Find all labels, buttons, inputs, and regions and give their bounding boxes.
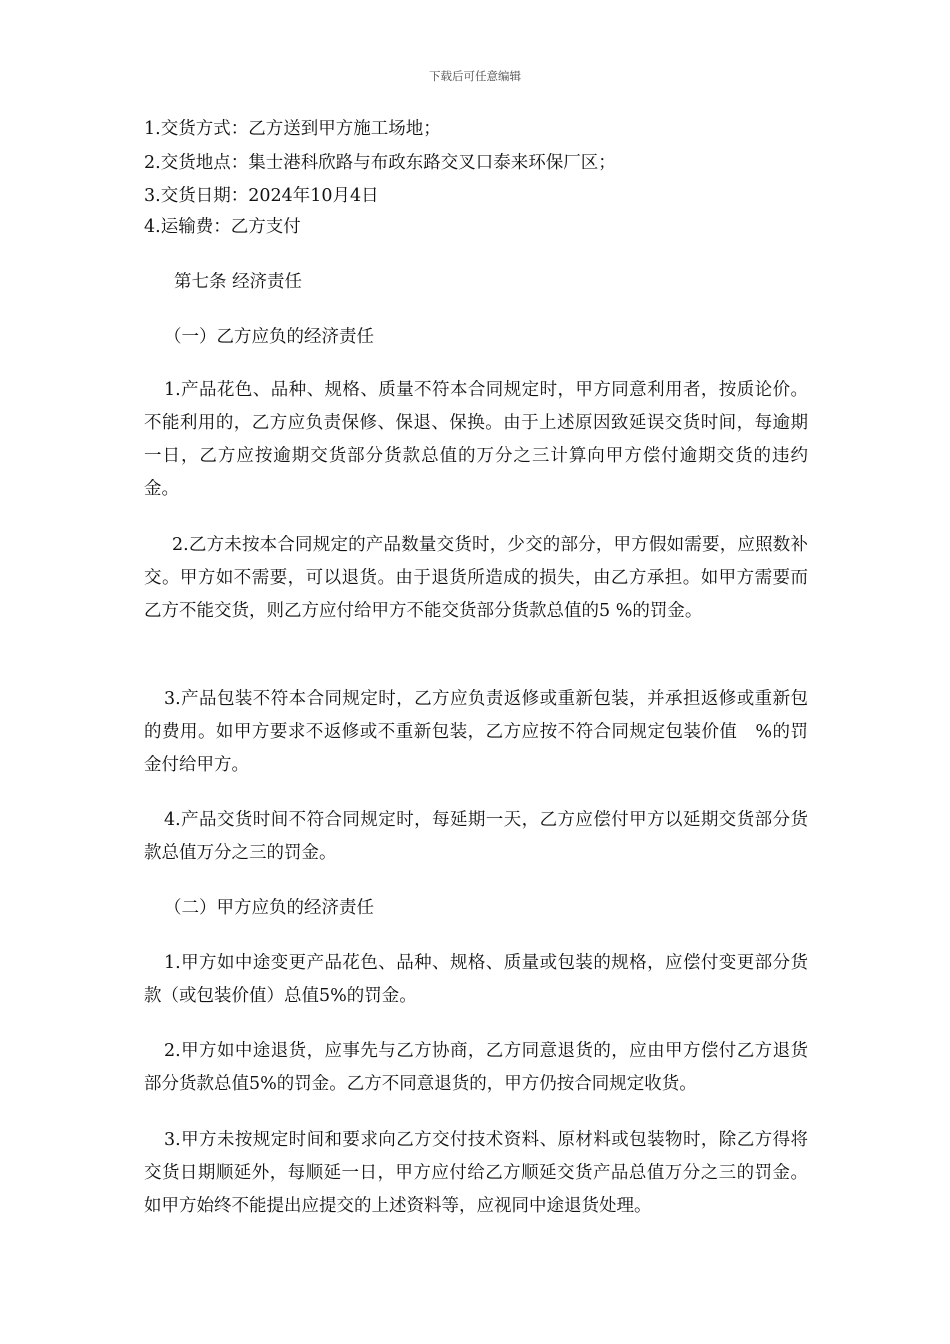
delivery-location: 2.交货地点：集士港科欣路与布政东路交叉口泰来环保厂区； bbox=[144, 153, 616, 173]
page-header-note: 下载后可任意编辑 bbox=[429, 69, 521, 83]
section-a-item-4: 4.产品交货时间不符合同规定时，每延期一天，乙方应偿付甲方以延期交货部分货款总值万分之三的罚金。 bbox=[144, 810, 808, 863]
section-a-item-3: 3.产品包装不符本合同规定时，乙方应负责返修或重新包装，并承担返修或重新包的费用。如甲方要求不返修或不重新包装，乙方应按不符合同规定包装价值 %的罚金付给甲方。 bbox=[144, 689, 808, 775]
section-b-title: （二）甲方应负的经济责任 bbox=[164, 898, 374, 918]
section-b-item-3: 3.甲方未按规定时间和要求向乙方交付技术资料、原材料或包装物时，除乙方得将交货日期顺延外，每顺延一日，甲方应付给乙方顺延交货产品总值万分之三的罚金。如甲方始终不能提出应提交的上述资料等，应视同中途退货处理。 bbox=[144, 1130, 808, 1216]
section-b-item-1: 1.甲方如中途变更产品花色、品种、规格、质量或包装的规格，应偿付变更部分货款（或包装价值）总值5%的罚金。 bbox=[144, 953, 808, 1006]
section-a-item-1: 1.产品花色、品种、规格、质量不符本合同规定时，甲方同意利用者，按质论价。不能利用的，乙方应负责保修、保退、保换。由于上述原因致延误交货时间，每逾期一日，乙方应按逾期交货部分货款总值的万分之三计算向甲方偿付逾期交货的违约金。 bbox=[144, 380, 808, 499]
shipping-fee: 4.运输费：乙方支付 bbox=[144, 217, 301, 237]
delivery-date: 3.交货日期：2024年10月4日 bbox=[144, 186, 379, 206]
section-a-title: （一）乙方应负的经济责任 bbox=[164, 327, 374, 347]
section-b-item-2: 2.甲方如中途退货，应事先与乙方协商，乙方同意退货的，应由甲方偿付乙方退货部分货款总值5%的罚金。乙方不同意退货的，甲方仍按合同规定收货。 bbox=[144, 1041, 808, 1094]
article-title: 第七条 经济责任 bbox=[174, 272, 303, 292]
section-a-item-2: 2.乙方未按本合同规定的产品数量交货时，少交的部分，甲方假如需要，应照数补交。甲方如不需要，可以退货。由于退货所造成的损失，由乙方承担。如甲方需要而乙方不能交货，则乙方应付给甲方不能交货部分货款总值的5 %的罚金。 bbox=[144, 535, 808, 621]
delivery-method: 1.交货方式：乙方送到甲方施工场地； bbox=[144, 119, 441, 139]
